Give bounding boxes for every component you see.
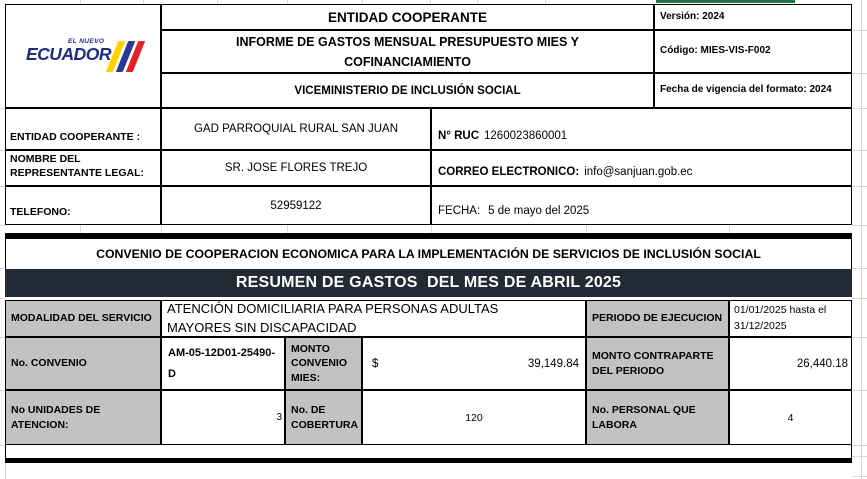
gridline [0,445,5,446]
version-cell: Versión: 2024 [654,4,852,30]
periodo-value-cell[interactable]: 01/01/2025 hasta el 31/12/2025 [729,300,852,337]
date-label: FECHA: [438,205,481,217]
gridline [852,150,867,151]
gridline [852,225,867,226]
date-value: 5 de mayo del 2025 [488,205,590,217]
cobertura-label: No. DE COBERTURA [285,390,362,445]
personal-value-cell[interactable]: 4 [729,390,852,445]
gridline [852,298,867,299]
monto-mies-value-cell[interactable] [362,337,586,390]
logo-wordmark: ECUADOR [26,44,111,64]
ecuador-logo [26,38,146,82]
gridline [852,186,867,187]
empty-row [5,445,852,458]
gridline [161,225,162,233]
email-cell[interactable] [431,150,852,186]
personal-label: No. PERSONAL QUE LABORA [586,390,729,445]
excel-selection-border [656,0,795,3]
gridline [0,268,5,269]
gridline [0,186,5,187]
representative-value-cell[interactable]: SR. JOSE FLORES TREJO [161,150,431,186]
gridline [852,73,867,74]
ruc-value: 1260023860001 [484,130,568,142]
form-subtitle-line2: COFINANCIAMIENTO [344,54,471,69]
monto-mies-label: MONTO CONVENIO MIES: [285,337,362,390]
department-title: VICEMINISTERIO DE INCLUSIÓN SOCIAL [161,73,654,108]
form-title: ENTIDAD COOPERANTE [161,4,654,30]
gridline [287,225,288,233]
ruc-label: N° RUC [438,130,480,142]
entity-label: ENTIDAD COOPERANTE : [5,108,161,150]
gridline [852,30,867,31]
monto-mies-amount: 39,149.84 [527,357,579,370]
unidades-value-cell[interactable]: 3 [161,390,285,445]
validity-cell: Fecha de vigencia del formato: 2024 [654,73,852,108]
cobertura-value-cell[interactable]: 120 [362,390,586,445]
flag-stripes-icon [106,41,146,72]
contraparte-label: MONTO CONTRAPARTE DEL PERIODO [586,337,729,390]
gridline [852,268,867,269]
gridline [0,390,5,391]
currency-symbol: $ [372,357,379,370]
date-cell[interactable] [431,186,852,225]
gridline [852,476,867,477]
numero-convenio-label: No. CONVENIO [5,337,161,390]
gridline [586,225,587,233]
gridline [861,0,862,479]
bottom-rule [5,458,852,463]
gridline [431,225,432,233]
logo-cell [5,4,161,108]
phone-value-cell[interactable]: 52959122 [161,186,431,225]
contraparte-value-cell[interactable]: 26,440.18 [729,337,852,390]
form-subtitle-line1: INFORME DE GASTOS MENSUAL PRESUPUESTO MIES Y [236,34,579,49]
logo-tagline: EL NUEVO [68,38,105,45]
gridline [729,225,730,233]
convenio-title: CONVENIO DE COOPERACION ECONOMICA PARA LA IMPLEMENTACIÓN DE SERVICIOS DE INCLUSIÓN SOCIAL [5,239,852,269]
periodo-label: PERIODO DE EJECUCION [586,300,729,337]
gridline [0,298,5,299]
gridline [852,108,867,109]
unidades-label: No UNIDADES DE ATENCION: [5,390,161,445]
representative-label: NOMBRE DEL REPRESENTANTE LEGAL: [5,150,161,186]
summary-banner: RESUMEN DE GASTOS DEL MES DE ABRIL 2025 [5,269,852,297]
modalidad-label: MODALIDAD DEL SERVICIO [5,300,161,337]
form-subtitle [161,30,654,73]
phone-label: TELEFONO: [5,186,161,225]
gridline [852,390,867,391]
ruc-cell[interactable] [431,108,852,150]
email-label: CORREO ELECTRONICO: [438,166,580,178]
gridline [80,225,81,233]
gridline [852,337,867,338]
numero-convenio-value-cell[interactable]: AM-05-12D01-25490-D [161,337,285,390]
gridline [0,337,5,338]
email-value: info@sanjuan.gob.ec [584,166,693,178]
gridline [0,108,5,109]
gridline [852,445,867,446]
entity-value-cell[interactable]: GAD PARROQUIAL RURAL SAN JUAN [161,108,431,150]
gridline [5,463,6,479]
code-cell: Código: MIES-VIS-F002 [654,30,852,73]
modalidad-value-cell[interactable]: ATENCIÓN DOMICILIARIA PARA PERSONAS ADULTAS MAYORES SIN DISCAPACIDAD [161,300,586,337]
gridline [0,150,5,151]
gridline [852,456,867,457]
gridline [0,225,5,226]
